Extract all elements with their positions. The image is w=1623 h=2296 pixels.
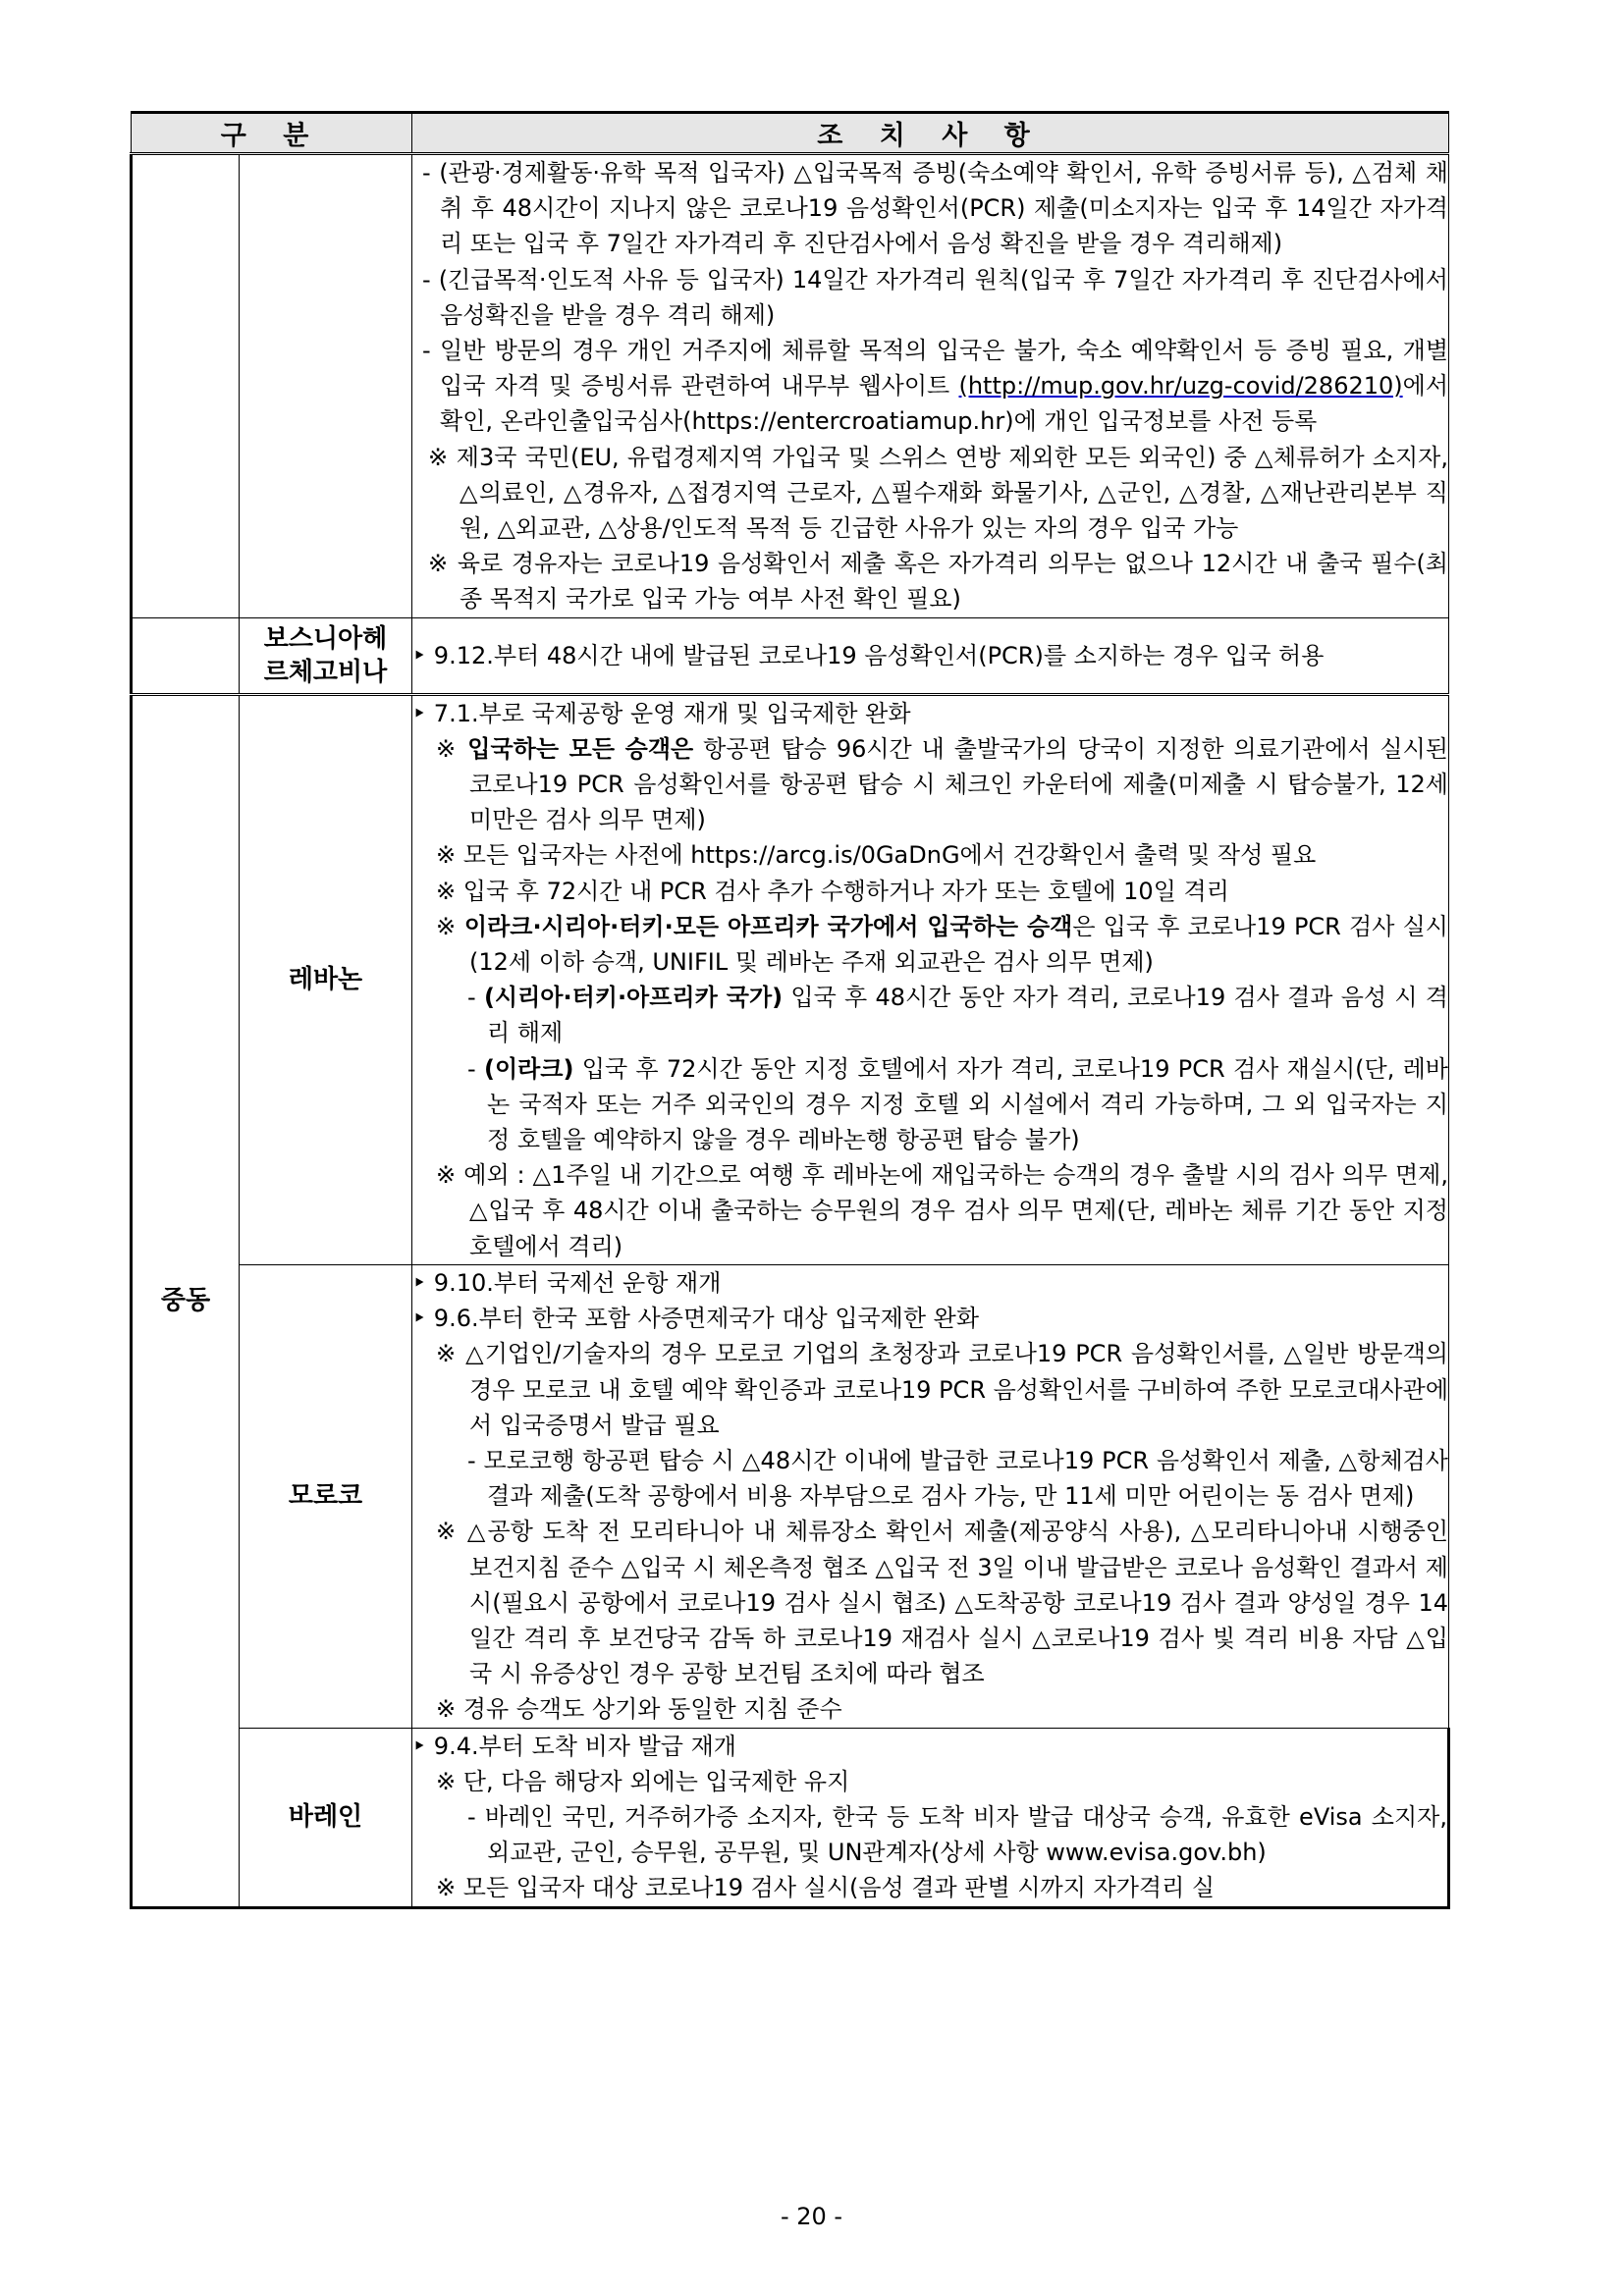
note-line: ※ 제3국 국민(EU, 유럽경제지역 가입국 및 스위스 연방 제외한 모든 외국인) 중 △체류허가 소지자, △의료인, △경유자, △접경지역 근로자, △필수재화 화물기사, △군인, △경찰, △재난관리본부 직원, △외교관, △상용/인도적 목적 등 긴급한 사유가 있는 자의 경우 입국 가능 — [428, 443, 1448, 543]
measures-cell — [412, 694, 1449, 1264]
country-label-text: 보스니아헤르체고비나 — [263, 623, 388, 687]
note-line: ※ △공항 도착 전 모리타니아 내 체류장소 확인서 제출(제공양식 사용), △모리타니아내 시행중인 보건지침 준수 △입국 시 체온측정 협조 △입국 전 3일 이내 발급받은 코로나 음성확인 결과서 제시(필요시 공항에서 코로나19 검사 실시 협조) △도착공항 코로나19 검사 결과 양성일 경우 14일간 격리 후 보건당국 감독 하 코로나19 재검사 실시 △코로나19 검사 빛 격리 비용 자담 △입국 시 유증상인 경우 공항 보건팀 조치에 따라 협조 — [436, 1518, 1448, 1688]
sub-line: - 바레인 국민, 거주허가증 소지자, 한국 등 도착 비자 발급 대상국 승객, 유효한 eVisa 소지자, 외교관, 군인, 승무원, 공무원, 및 UN관계자(상세 사항 www.evisa.gov.bh) — [467, 1802, 1447, 1867]
measures-cell — [412, 1728, 1449, 1907]
note-mark: ※ — [436, 734, 468, 763]
measures-cell — [412, 1264, 1449, 1728]
note-line: ※ △기업인/기술자의 경우 모로코 기업의 초청장과 코로나19 PCR 음성확인서를, △일반 방문객의 경우 모로코 내 호텔 예약 확인증과 코로나19 PCR 음성확인서를 구비하여 주한 모로코대사관에서 입국증명서 발급 필요 — [436, 1340, 1449, 1439]
interior-ministry-link[interactable]: (http://mup.gov.hr/uzg-covid/286210) — [958, 372, 1403, 400]
note-line: ※ 육로 경유자는 코로나19 음성확인서 제출 혹은 자가격리 의무는 없으나 12시간 내 출국 필수(최종 목적지 국가로 입국 가능 여부 사전 확인 필요) — [428, 550, 1448, 614]
measure-line — [412, 333, 1448, 440]
table-row — [132, 694, 1449, 1264]
note-line: ※ 경유 승객도 상기와 동일한 지침 준수 — [436, 1695, 842, 1724]
highlight-text: 입국하는 모든 승객은 — [467, 734, 694, 763]
sub-line — [412, 1051, 1448, 1158]
table-row — [132, 617, 1449, 694]
country-label-bahrain: 바레인 — [240, 1728, 412, 1907]
table-row — [132, 1728, 1449, 1907]
highlight-text: 이라크·시리아·터키·모든 아프리카 국가에서 입국하는 승객 — [463, 912, 1073, 940]
country-label-lebanon: 레바논 — [240, 694, 412, 1264]
highlight-text: (시리아·터키·아프리카 국가) — [483, 984, 784, 1012]
measure-text: 은 입국 후 코로나19 PCR 검사 실시(12세 이하 승객, UNIFIL 및 레바논 주재 외교관은 검사 의무 면제) — [469, 912, 1448, 977]
measure-line: - (관광·경제활동·유학 목적 입국자) △입국목적 증빙(숙소예약 확인서, 유학 증빙서류 등), △검체 채취 후 48시간이 지나지 않은 코로나19 음성확인서(PCR) 제출(미소지자는 입국 후 14일간 자가격리 또는 입국 후 7일간 자가격리 후 진단검사에서 음성 확진을 받을 경우 격리해제) — [422, 159, 1448, 258]
measure-line: ‣ 9.4.부터 도착 비자 발급 재개 — [412, 1732, 736, 1760]
measure-text: - 일반 방문의 경우 개인 거주지에 체류할 목적의 입국은 불가, 숙소 예약확인서 등 증빙 필요, 개별 입국 자격 및 증빙서류 관련하여 내무부 웹사이트 — [422, 337, 1448, 400]
header-category: 구 분 — [132, 113, 412, 154]
note-line: ※ 단, 다음 해당자 외에는 입국제한 유지 — [436, 1767, 850, 1795]
document-page — [130, 111, 1450, 1909]
measure-text: 에서 확인, 온라인출입국심사(https://entercroatiamup.hr)에 개인 입국정보를 사전 등록 — [440, 372, 1449, 436]
measures-cell — [412, 617, 1449, 694]
note-line: ※ 입국 후 72시간 내 PCR 검사 추가 수행하거나 자가 또는 호텔에 10일 격리 — [436, 877, 1229, 905]
measure-line: ‣ 9.10.부터 국제선 운항 재개 — [412, 1268, 722, 1297]
measure-line: ‣ 9.12.부터 48시간 내에 발급된 코로나19 음성확인서(PCR)를 소지하는 경우 입국 허용 — [412, 641, 1325, 669]
table-row — [132, 1264, 1449, 1728]
note-mark: ※ — [436, 912, 464, 940]
measure-text: 항공편 탑승 96시간 내 출발국가의 당국이 지정한 의료기관에서 실시된 코로나19 PCR 음성확인서를 항공편 탑승 시 체크인 카운터에 제출(미제출 시 탑승불가, 12세 미만은 검사 의무 면제) — [469, 734, 1448, 834]
country-cell-blank — [240, 154, 412, 618]
note-line: ※ 모든 입국자 대상 코로나19 검사 실시(음성 결과 판별 시까지 자가격리 실 — [436, 1874, 1216, 1902]
highlight-text: (이라크) — [483, 1054, 574, 1083]
note-line: ※ 예외 : △1주일 내 기간으로 여행 후 레바논에 재입국하는 승객의 경우 출발 시의 검사 의무 면제, △입국 후 48시간 이내 출국하는 승무원의 경우 검사 의무 면제(단, 레바논 체류 기간 동안 지정 호텔에서 격리) — [436, 1161, 1448, 1260]
note-line: ※ 모든 입국자는 사전에 https://arcg.is/0GaDnG에서 건강확인서 출력 및 작성 필요 — [436, 841, 1317, 870]
country-label-bosnia — [240, 617, 412, 694]
dash-mark: - — [467, 1054, 484, 1083]
table-row — [132, 154, 1449, 618]
country-label-morocco: 모로코 — [240, 1264, 412, 1728]
sub-line — [412, 980, 1448, 1050]
header-measures: 조 치 사 항 — [412, 113, 1449, 154]
region-label: 중동 — [132, 694, 240, 1907]
note-line — [412, 909, 1448, 980]
region-cell-blank — [132, 154, 240, 618]
measures-table — [130, 111, 1450, 1909]
region-cell-blank — [132, 617, 240, 694]
page-number: - 20 - — [780, 2203, 843, 2230]
measure-text: 입국 후 72시간 동안 지정 호텔에서 자가 격리, 코로나19 PCR 검사 재실시(단, 레바논 국적자 또는 거주 외국인의 경우 지정 호텔 외 시설에서 격리 가능하며, 그 외 입국자는 지정 호텔을 예약하지 않을 경우 레바논행 항공편 탑승 불가) — [487, 1054, 1448, 1154]
measure-line: - (긴급목적·인도적 사유 등 입국자) 14일간 자가격리 원칙(입국 후 7일간 자가격리 후 진단검사에서 음성확진을 받을 경우 격리 해제) — [422, 265, 1448, 329]
sub-line: - 모로코행 항공편 탑승 시 △48시간 이내에 발급한 코로나19 PCR 음성확인서 제출, △항체검사 결과 제출(도착 공항에서 비용 자부담으로 검사 가능, 만 11세 미만 어린이는 동 검사 면제) — [467, 1446, 1448, 1511]
measure-line: ‣ 7.1.부로 국제공항 운영 재개 및 입국제한 완화 — [412, 699, 911, 727]
measures-cell — [412, 154, 1449, 618]
note-line — [412, 731, 1448, 838]
measure-text: 입국 후 48시간 동안 자가 격리, 코로나19 검사 결과 음성 시 격리 해제 — [487, 984, 1448, 1047]
measure-line: ‣ 9.6.부터 한국 포함 사증면제국가 대상 입국제한 완화 — [412, 1305, 980, 1333]
dash-mark: - — [467, 984, 484, 1012]
table-header-row — [132, 113, 1449, 154]
